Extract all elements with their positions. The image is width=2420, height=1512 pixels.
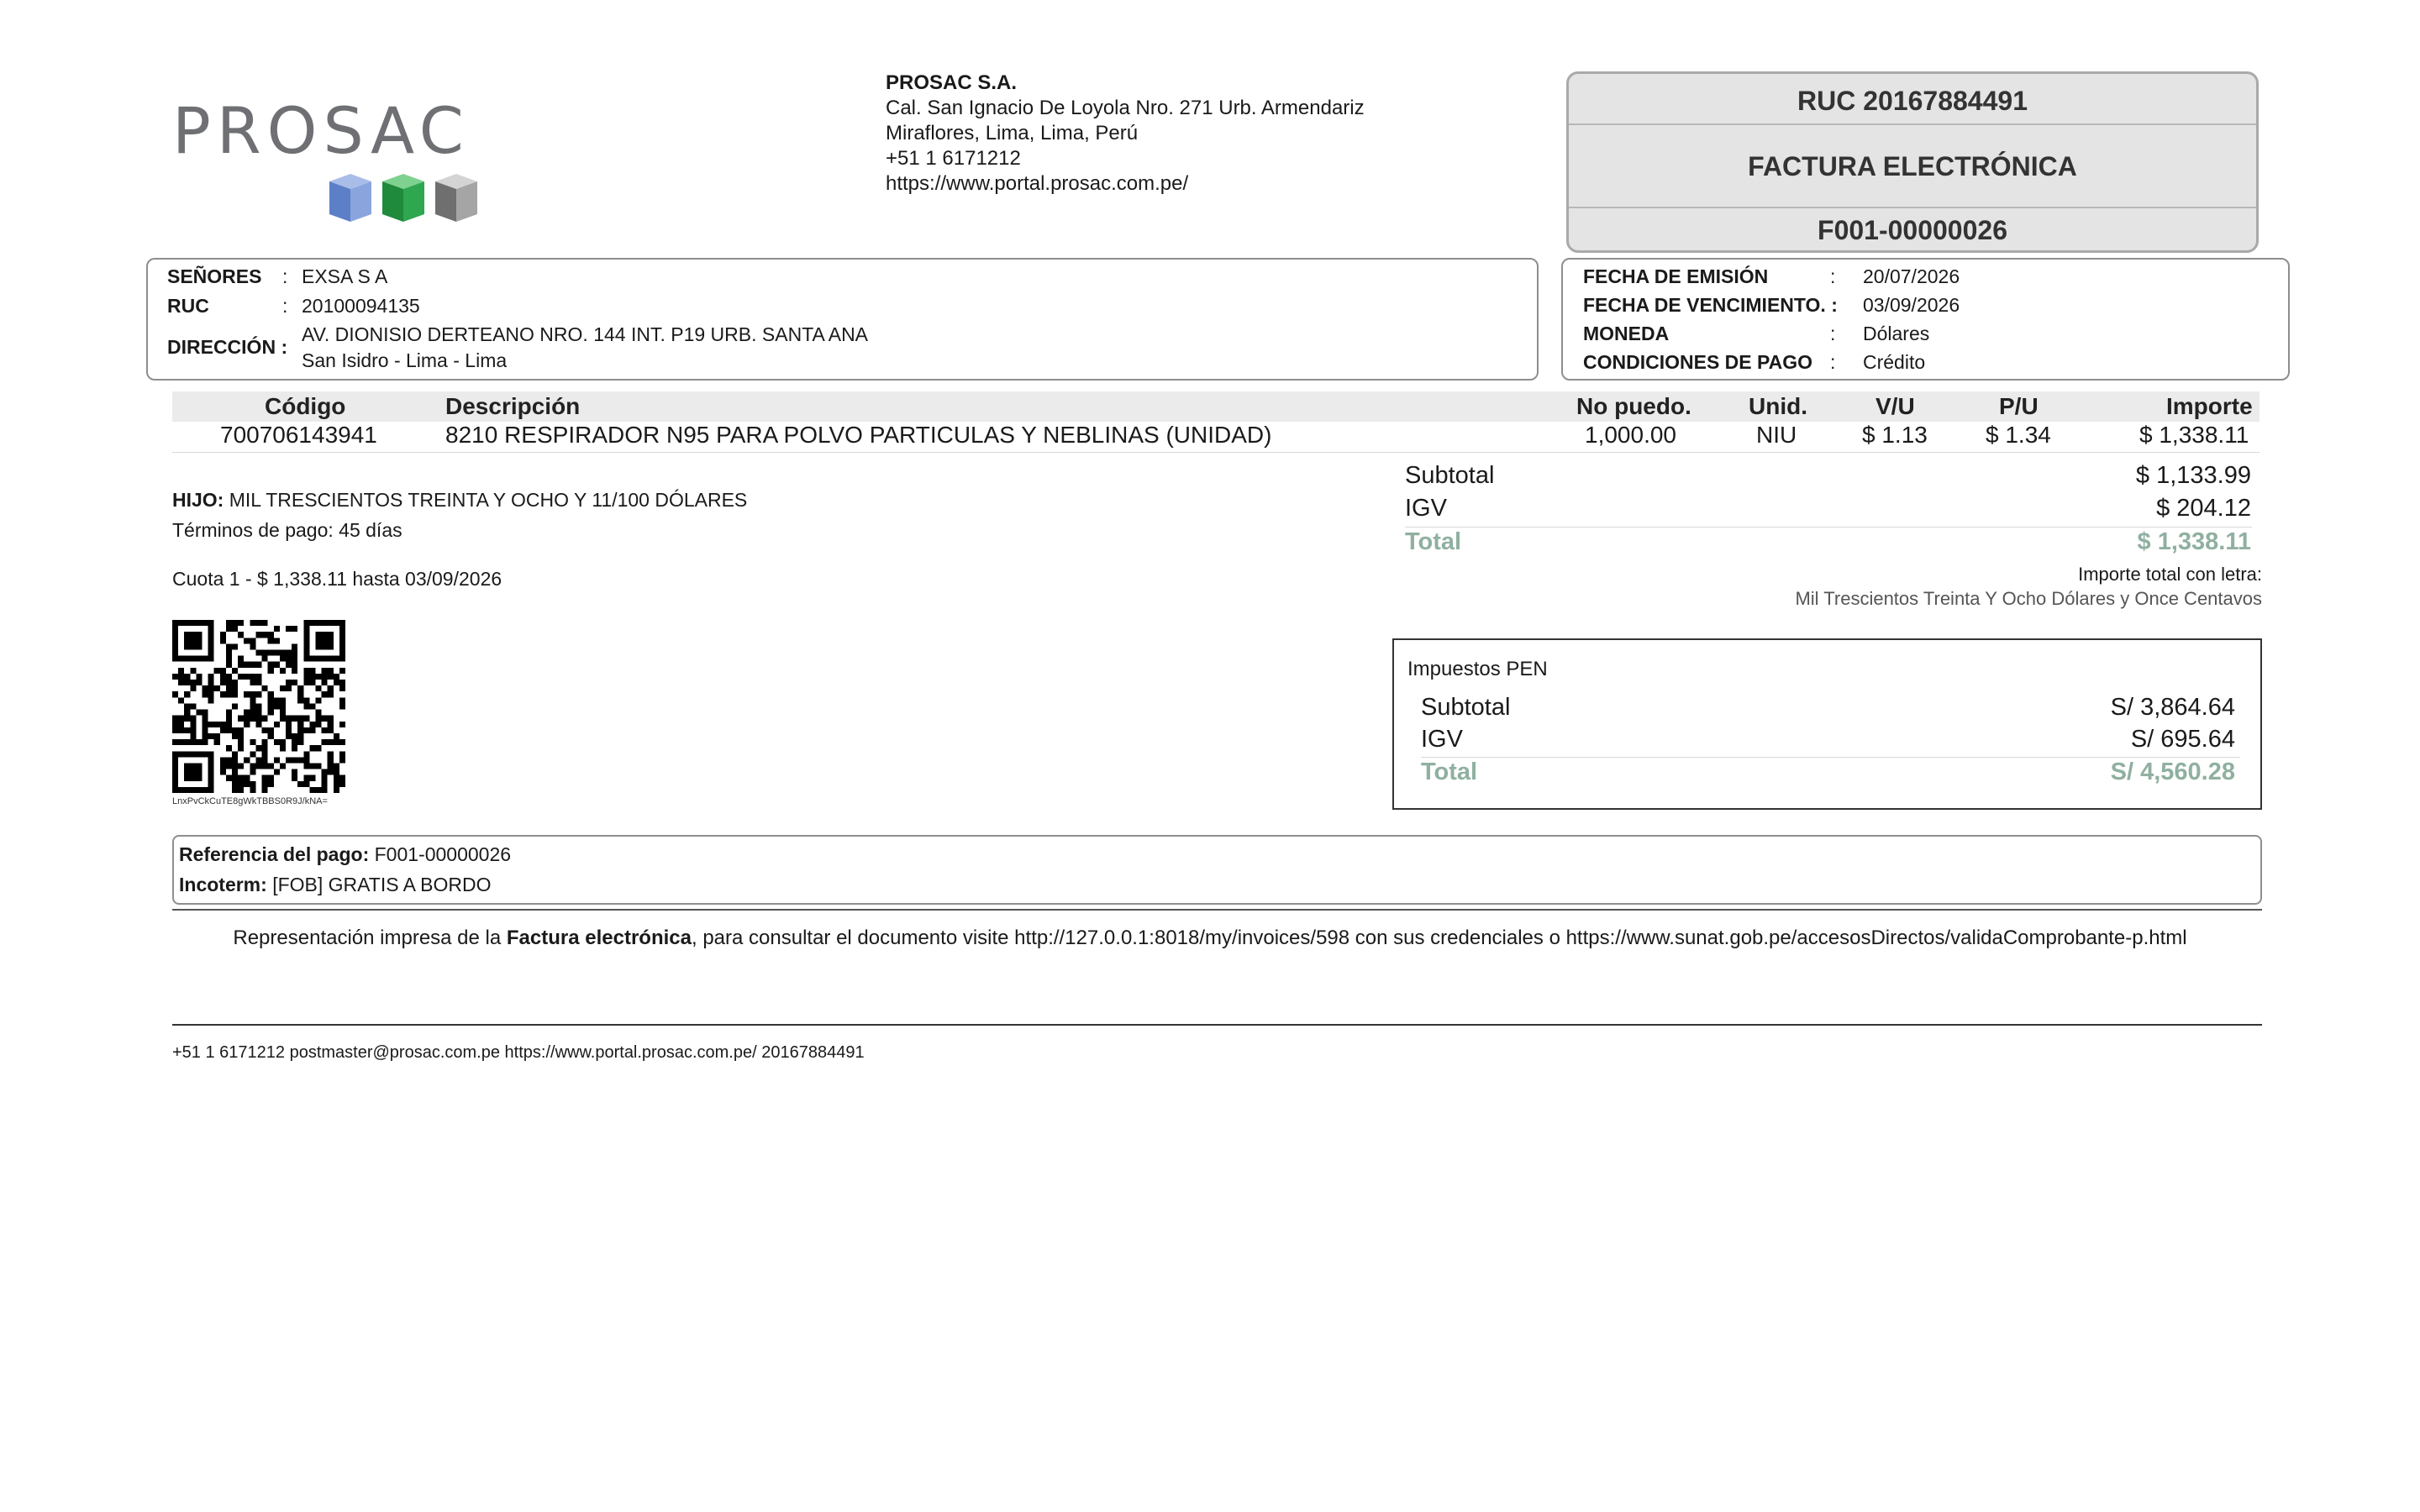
cell-descripcion: 8210 RESPIRADOR N95 PARA POLVO PARTICULAS Y NEBLINAS (UNIDAD) bbox=[445, 422, 1272, 448]
ref-label: Referencia del pago: bbox=[179, 843, 370, 865]
installment-note: Cuota 1 - $ 1,338.11 hasta 03/09/2026 bbox=[172, 568, 502, 590]
incoterm-label: Incoterm: bbox=[179, 874, 267, 895]
representation-note bbox=[0, 926, 2420, 951]
cell-importe: $ 1,338.11 bbox=[2139, 422, 2249, 448]
qr-code-icon bbox=[172, 620, 345, 793]
hijo-note bbox=[172, 487, 747, 512]
subtotal-label: Subtotal bbox=[1405, 462, 1495, 489]
representation-prefix: Representación impresa de la bbox=[233, 927, 507, 949]
vencimiento-value: 03/09/2026 bbox=[1863, 294, 1960, 316]
cell-codigo: 700706143941 bbox=[220, 422, 377, 448]
company-address-line1: Cal. San Ignacio De Loyola Nro. 271 Urb. Armendariz bbox=[886, 97, 1365, 119]
company-name: PROSAC S.A. bbox=[886, 71, 1018, 94]
company-website: https://www.portal.prosac.com.pe/ bbox=[886, 172, 1189, 195]
emision-label: FECHA DE EMISIÓN bbox=[1583, 265, 1769, 287]
incoterm bbox=[179, 872, 491, 897]
company-address-line2: Miraflores, Lima, Lima, Perú bbox=[886, 122, 1139, 144]
ref-value: F001-00000026 bbox=[374, 843, 512, 865]
pen-igv-value: S/ 695.64 bbox=[2130, 726, 2235, 753]
document-id-box bbox=[1566, 71, 2259, 253]
colon: : bbox=[1830, 351, 1836, 373]
footer-contact: +51 1 6171212 postmaster@prosac.com.pe https://www.portal.prosac.com.pe/ 20167884491 bbox=[172, 1043, 865, 1062]
moneda-label: MONEDA bbox=[1583, 323, 1670, 344]
incoterm-value: [FOB] GRATIS A BORDO bbox=[272, 874, 492, 895]
col-header-codigo: Código bbox=[265, 393, 346, 419]
igv-value: $ 204.12 bbox=[2156, 495, 2251, 522]
qr-caption: LnxPvCkCuTE8gWkTBBS0R9J/kNA= bbox=[172, 796, 328, 806]
footer-divider bbox=[172, 1024, 2262, 1026]
pen-total-label: Total bbox=[1421, 759, 1478, 785]
colon: : bbox=[282, 295, 288, 317]
client-info-box bbox=[146, 258, 1539, 381]
importe-letra-value: Mil Trescientos Treinta Y Ocho Dólares y Once Centavos bbox=[1795, 588, 2262, 609]
pen-igv-label: IGV bbox=[1421, 726, 1463, 753]
condiciones-value: Crédito bbox=[1863, 351, 1926, 373]
taxes-pen-box bbox=[1392, 638, 2262, 810]
cell-unidad: NIU bbox=[1756, 422, 1797, 448]
condiciones-label: CONDICIONES DE PAGO bbox=[1583, 351, 1813, 373]
senores-label: SEÑORES bbox=[167, 265, 262, 287]
cell-cantidad: 1,000.00 bbox=[1585, 422, 1676, 448]
document-number: F001-00000026 bbox=[1818, 215, 2007, 245]
payment-reference bbox=[179, 842, 511, 867]
divider bbox=[172, 909, 2262, 911]
col-header-vu: V/U bbox=[1876, 393, 1915, 419]
payment-reference-box bbox=[172, 835, 2262, 905]
doc-box-divider bbox=[1569, 207, 2256, 208]
company-phone: +51 1 6171212 bbox=[886, 147, 1021, 170]
logo-wordmark: PROSAC bbox=[172, 93, 470, 168]
ruc-number: RUC 20167884491 bbox=[1797, 86, 2028, 116]
vencimiento-label: FECHA DE VENCIMIENTO. : bbox=[1583, 294, 1838, 316]
document-type: FACTURA ELECTRÓNICA bbox=[1748, 151, 2077, 181]
representation-bold: Factura electrónica bbox=[506, 927, 692, 949]
document-dates-box bbox=[1561, 258, 2290, 381]
direccion-line1: AV. DIONISIO DERTEANO NRO. 144 INT. P19 URB. SANTA ANA bbox=[302, 323, 869, 345]
pen-subtotal-value: S/ 3,864.64 bbox=[2110, 694, 2235, 721]
col-header-importe: Importe bbox=[2166, 393, 2253, 419]
total-value: $ 1,338.11 bbox=[2137, 528, 2251, 555]
representation-suffix: , para consultar el documento visite http://127.0.0.1:8018/my/invoices/598 con sus credenciales o https://www.sunat.gob.pe/accesosDirectos/validaComprobante-p.html bbox=[691, 927, 2187, 949]
client-ruc-label: RUC bbox=[167, 295, 209, 317]
doc-box-divider bbox=[1569, 123, 2256, 125]
logo-cubes-icon bbox=[325, 171, 485, 225]
hijo-value: MIL TRESCIENTOS TREINTA Y OCHO Y 11/100 DÓLARES bbox=[229, 489, 748, 511]
subtotal-value: $ 1,133.99 bbox=[2135, 462, 2251, 489]
importe-letra-label: Importe total con letra: bbox=[2078, 564, 2262, 585]
payment-terms: Términos de pago: 45 días bbox=[172, 519, 402, 541]
pen-subtotal-label: Subtotal bbox=[1421, 694, 1511, 721]
cell-vu: $ 1.13 bbox=[1862, 422, 1928, 448]
colon: : bbox=[1830, 265, 1836, 287]
igv-label: IGV bbox=[1405, 495, 1447, 522]
emision-value: 20/07/2026 bbox=[1863, 265, 1960, 287]
col-header-descripcion: Descripción bbox=[445, 393, 581, 419]
colon: : bbox=[282, 265, 288, 287]
direccion-label: DIRECCIÓN : bbox=[167, 336, 288, 358]
senores-value: EXSA S A bbox=[302, 265, 388, 287]
pen-total-value: S/ 4,560.28 bbox=[2110, 759, 2235, 785]
totals-divider bbox=[1405, 527, 2252, 528]
company-info bbox=[886, 71, 1365, 197]
moneda-value: Dólares bbox=[1863, 323, 1930, 344]
colon: : bbox=[1830, 323, 1836, 344]
col-header-cantidad: No puedo. bbox=[1576, 393, 1691, 419]
client-ruc-value: 20100094135 bbox=[302, 295, 420, 317]
col-header-unidad: Unid. bbox=[1749, 393, 1807, 419]
col-header-pu: P/U bbox=[1999, 393, 2039, 419]
row-divider bbox=[172, 452, 2260, 453]
direccion-line2: San Isidro - Lima - Lima bbox=[302, 349, 508, 371]
pen-title: Impuestos PEN bbox=[1407, 658, 1548, 680]
hijo-label: HIJO: bbox=[172, 489, 224, 511]
total-label: Total bbox=[1405, 528, 1462, 555]
cell-pu: $ 1.34 bbox=[1986, 422, 2051, 448]
company-logo bbox=[172, 93, 483, 225]
